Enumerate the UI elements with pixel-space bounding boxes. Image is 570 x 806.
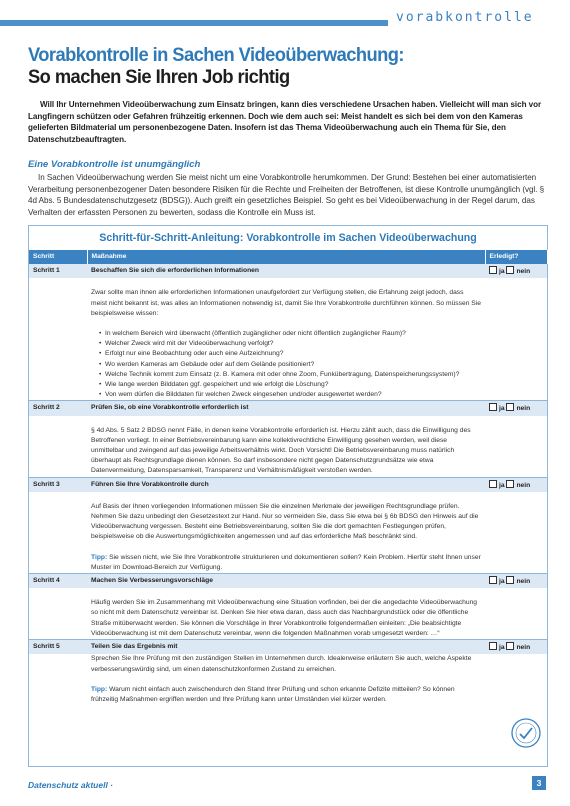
section-label: vorabkontrolle	[396, 10, 534, 25]
table-row	[29, 477, 547, 492]
article-title	[28, 44, 517, 88]
list-item: • Erfolgt nur eine Beobachtung oder auch eine Aufzeichnung?	[99, 349, 481, 359]
table-row-detail	[29, 492, 547, 574]
done-options	[485, 477, 547, 492]
steps-table	[29, 250, 548, 705]
tip-text: Sie wissen nicht, wie Sie Ihre Vorabkontrolle strukturieren und dokumentieren sollen? Kein Problem. Hierfür steht Ihnen unser Muster im Download-Bereich zur Verfügung.	[91, 553, 481, 571]
list-item: • Wie lange werden Bilddaten ggf. gespeichert und wie erfolgt die Löschung?	[99, 380, 481, 390]
table-row-detail	[29, 654, 547, 705]
page-number: 3	[532, 776, 546, 790]
yes-label: ja	[499, 578, 505, 586]
done-options	[485, 401, 547, 416]
table-row-detail	[29, 278, 547, 401]
list-item: • In welchem Bereich wird überwacht (öffentlich zugänglicher oder nicht öffentlich zugänglicher Raum)?	[99, 329, 481, 339]
done-options	[485, 574, 547, 589]
column-header-measure: Maßnahme	[87, 250, 485, 264]
checkbox-icon[interactable]	[506, 642, 514, 650]
step-text: Häufig werden Sie im Zusammenhang mit Videoüberwachung eine Situation vorfinden, bei der die angedachte Videoüberwachung so nicht mit dem Datenschutz vereinbar ist. Denken Sie hier etwa daran, dass auch das Nachbargrundstück oder die öffentliche Straße mitüberwacht werden. Sie können die Vorschläge in Ihrer Vorabkontrolle folgendermaßen einleiten: „Die beabsichtigte Videoüberwachung ist mit dem Datenschutz vereinbar, wenn die folgenden Maßnahmen vorab umgesetzt werden: …“	[91, 599, 478, 637]
header-rule	[0, 20, 388, 26]
yes-label: ja	[499, 405, 505, 413]
table-row	[29, 574, 547, 589]
step-heading: Beschaffen Sie sich die erforderlichen Informationen	[87, 264, 485, 278]
tip-text: Warum nicht einfach auch zwischendurch den Stand Ihrer Prüfung und schon erkannte Defizite mitteilen? So können frühzeitig Maßnahmen ergriffen werden und Ihre Prüfung kann unter Umständen viel kürzer werden.	[91, 685, 455, 703]
no-label: nein	[516, 644, 531, 652]
list-item: • Wo werden Kameras am Gebäude oder auf dem Gelände positioniert?	[99, 360, 481, 370]
checkbox-icon[interactable]	[506, 576, 514, 584]
tip	[91, 685, 481, 705]
yes-label: ja	[499, 481, 505, 489]
subheading: Eine Vorabkontrolle ist unumgänglich	[28, 159, 201, 170]
checkbox-icon[interactable]	[506, 403, 514, 411]
step-label: Schritt 2	[29, 401, 87, 416]
step-text: Auf Basis der Ihnen vorliegenden Informationen müssen Sie die einzelnen Merkmale der jeweiligen Rechtsgrundlage prüfen. Nehmen Sie dazu unbedingt den Gesetzestext zur Hand. Nur so vermeiden Sie, dass Sie etwa bei § 6b BDSG den Hinweis auf die Videoüberwachung vergessen. Besteht eine Betriebsvereinbarung, sollten Sie die dort gemachten Festlegungen prüfen, beispielsweise ob die Auswertungsmöglichkeiten angemessen und auf das erforderliche Maß beschränkt sind.	[91, 502, 479, 541]
list-item: • Von wem dürfen die Bilddaten für welchen Zweck eingesehen und/oder ausgewertet werden?	[99, 390, 481, 400]
no-label: nein	[516, 405, 531, 413]
step-text: Sprechen Sie Ihre Prüfung mit den zuständigen Stellen im Unternehmen durch. Idealerweise erläutern Sie auch, welche Aspekte verbesserungswürdig sind, um einen datenschutzkonformen Zustand zu erreichen.	[91, 655, 472, 673]
checkbox-icon[interactable]	[506, 266, 514, 274]
done-options	[485, 264, 547, 278]
column-header-done: Erledigt?	[485, 250, 547, 264]
step-label: Schritt 5	[29, 640, 87, 655]
title-line-2: So machen Sie Ihren Job richtig	[28, 66, 290, 88]
tip	[91, 553, 481, 573]
checkbox-icon[interactable]	[489, 576, 497, 584]
header-bar	[0, 8, 570, 28]
guide-title: Schritt-für-Schritt-Anleitung: Vorabkontrolle im Sachen Videoüberwachung	[99, 232, 477, 244]
table-row	[29, 401, 547, 416]
table-row	[29, 264, 547, 278]
step-heading: Teilen Sie das Ergebnis mit	[87, 640, 485, 655]
question-list	[91, 329, 481, 400]
yes-label: ja	[499, 644, 505, 652]
table-row-detail	[29, 588, 547, 639]
no-label: nein	[516, 268, 531, 276]
step-label: Schritt 1	[29, 264, 87, 278]
list-item: • Welche Technik kommt zum Einsatz (z. B. Kamera mit oder ohne Zoom, Funkübertragung, Datenspeicherungssystem)?	[99, 370, 481, 380]
step-text: § 4d Abs. 5 Satz 2 BDSG nennt Fälle, in denen keine Vorabkontrolle erforderlich ist. Hierzu zählt auch, dass die Einwilligung des Betroffenen vorliegt. In einer Betriebsvereinbarung kann eine kollektivrechtliche Einwilligung gesehen werden, weil diese unmittelbar und zwingend auf das jeweilige Arbeitsverhältnis wirkt. Doch Vorsicht! Die Betriebsvereinbarung muss natürlich überhaupt als Rechtsgrundlage dienen können. So darf insbesondere nicht gegen Datenschutzgrundsätze wie etwa Datenvermeidung, Datensparsamkeit, Transparenz und Verhältnismäßigkeit verstoßen werden.	[91, 426, 471, 475]
checkbox-icon[interactable]	[506, 480, 514, 488]
step-label: Schritt 4	[29, 574, 87, 589]
title-line-1: Vorabkontrolle in Sachen Videoüberwachung:	[28, 44, 404, 66]
tip-label: Tipp:	[91, 685, 108, 693]
seal-icon	[510, 717, 542, 749]
step-label: Schritt 3	[29, 477, 87, 492]
publication-name: Datenschutz aktuell ·	[28, 780, 114, 790]
checkbox-icon[interactable]	[489, 403, 497, 411]
yes-label: ja	[499, 268, 505, 276]
step-heading: Führen Sie Ihre Vorabkontrolle durch	[87, 477, 485, 492]
no-label: nein	[516, 481, 531, 489]
body-paragraph: In Sachen Videoüberwachung werden Sie meist nicht um eine Vorabkontrolle herumkommen. Der Grund: Bestehen bei einer automatisierten Verarbeitung personenbezogener Daten besondere Risiken für die Rechte und Freiheiten der Betroffenen, ist diese Kontrolle unumgänglich (vgl. § 4d Abs. 5 Bundesdatenschutzgesetz (BDSG)). Auch greift ein gesetzliches Beispiel. So geht es bei Videoüberwachung in der Regel darum, das Verhalten der erfassten Personen zu bewerten, sodass die Kontrolle ein Muss ist.	[28, 173, 545, 217]
step-text: Zwar sollte man ihnen alle erforderlichen Informationen unaufgefordert zur Verfügung stellen, die Erfahrung zeigt jedoch, dass meist nicht bekannt ist, was alles an Informationen notwendig ist, damit Sie Ihre Vorabkontrolle durchführen können. So müssen Sie beispielsweise wissen:	[91, 289, 481, 317]
table-row	[29, 640, 547, 655]
step-heading: Machen Sie Verbesserungsvorschläge	[87, 574, 485, 589]
no-label: nein	[516, 578, 531, 586]
checkbox-icon[interactable]	[489, 266, 497, 274]
step-heading: Prüfen Sie, ob eine Vorabkontrolle erforderlich ist	[87, 401, 485, 416]
column-header-step: Schritt	[29, 250, 87, 264]
checkbox-icon[interactable]	[489, 480, 497, 488]
table-header-row	[29, 250, 547, 264]
list-item: • Welcher Zweck wird mit der Videoüberwachung verfolgt?	[99, 339, 481, 349]
done-options	[485, 640, 547, 655]
lead-paragraph: Will Ihr Unternehmen Videoüberwachung zum Einsatz bringen, kann dies verschiedene Ursachen haben. Vielleicht will man sich vor Langfingern schützen oder Gefahren frühzeitig erkennen. Doch wie dem auch sei: Meist handelt es sich bei dem von den Kameras gelieferten Bildmaterial um personenbezogene Daten. Insofern ist das Thema Videoüberwachung auch ein Thema für Sie, den Datenschutzbeauftragten.	[28, 100, 542, 144]
tip-label: Tipp:	[91, 553, 108, 561]
checkbox-icon[interactable]	[489, 642, 497, 650]
guide-box	[28, 225, 548, 767]
table-row-detail	[29, 416, 547, 478]
